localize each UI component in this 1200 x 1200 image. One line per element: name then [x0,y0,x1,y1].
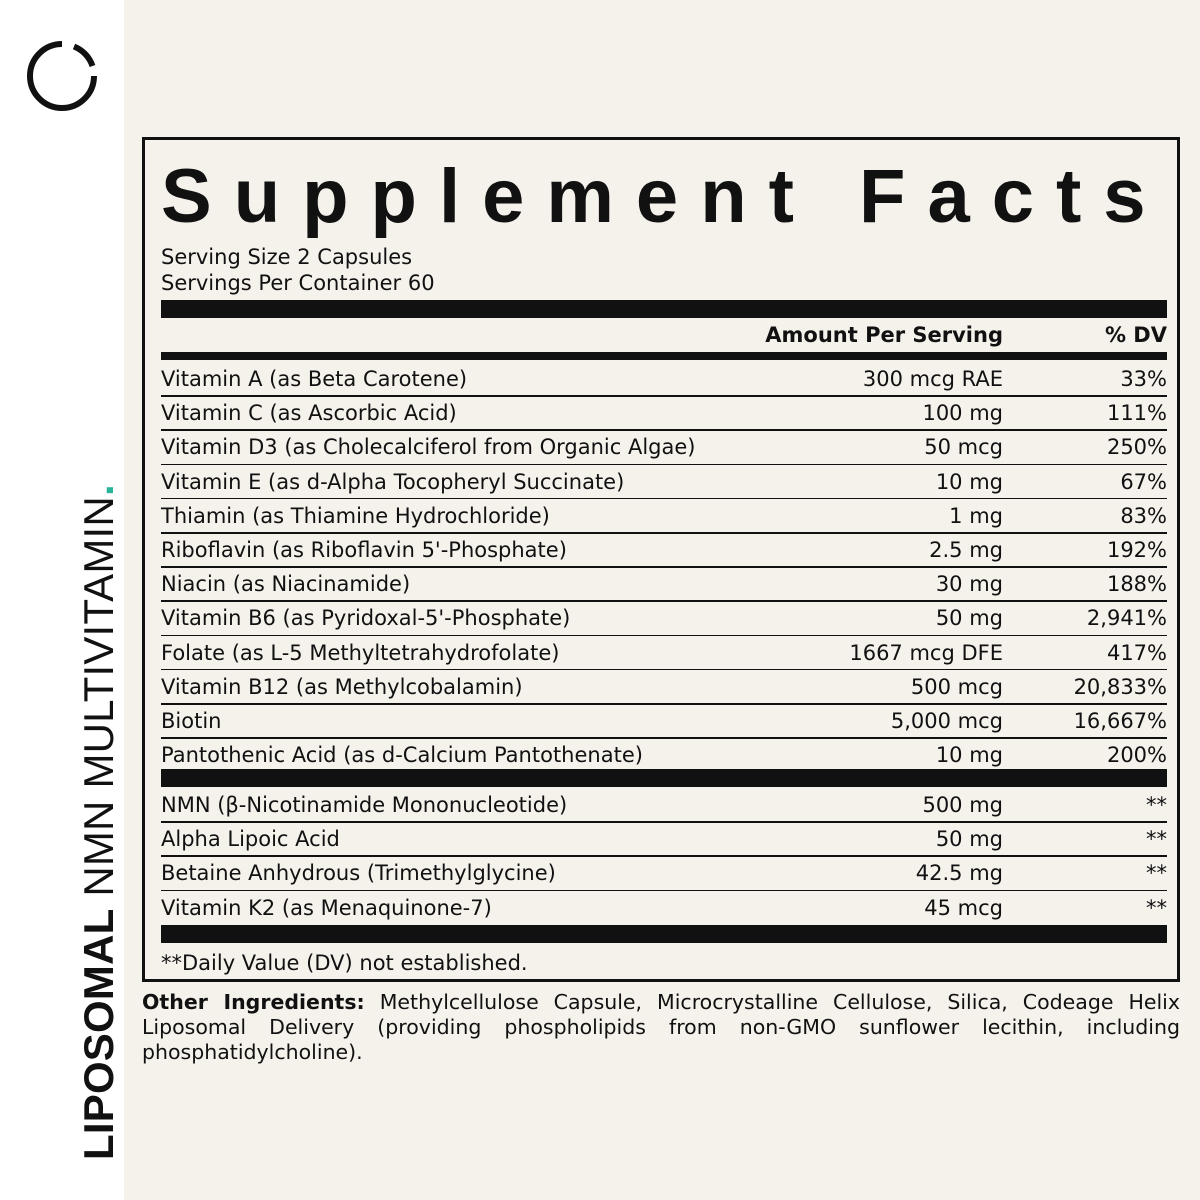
divider-thick [161,769,1167,787]
nutrient-amount: 5,000 mcg [890,709,1003,733]
nutrient-row [161,704,1167,738]
nutrient-amount: 500 mg [922,793,1003,817]
product-name-vertical [75,484,122,1160]
nutrient-name: Folate (as L-5 Methyltetrahydrofolate) [161,640,560,665]
nutrient-dv: 2,941% [1086,606,1167,631]
nutrient-amount: 10 mg [935,743,1003,768]
nutrient-dv: ** [1146,861,1167,886]
nutrient-amount: 1 mg [949,503,1003,528]
other-ingredients-label: Other Ingredients: [142,990,365,1014]
product-name-rest: NMN MULTIVITAMIN [75,496,122,909]
nutrient-dv: 33% [1120,367,1167,391]
nutrient-row [161,670,1167,704]
nutrient-amount: 45 mcg [924,895,1003,920]
nutrient-row [161,465,1167,499]
nutrient-amount: 10 mg [935,469,1003,494]
nutrient-dv: 192% [1106,538,1167,562]
nutrient-amount: 42.5 mg [915,861,1003,886]
nutrient-dv: ** [1146,793,1167,817]
nutrient-dv: 20,833% [1073,674,1167,699]
dv-header: % DV [1104,323,1167,347]
nutrient-name: Niacin (as Niacinamide) [161,572,411,597]
nutrient-name: Vitamin B6 (as Pyridoxal-5'-Phosphate) [161,606,571,631]
product-name-dot: . [75,484,122,497]
nutrient-name: Thiamin (as Thiamine Hydrochloride) [161,503,550,528]
header-row [161,318,1167,352]
other-ingredients-text: Methylcellulose Capsule, Microcrystalline Cellulose, Silica, Codeage Helix Liposomal Delivery (providing phospholipids from non-GMO sunflower lecithin, including phosphatidylcholine). [142,990,1180,1064]
nutrient-row [161,499,1167,533]
nutrient-name: Vitamin B12 (as Methylcobalamin) [161,674,523,699]
nutrient-name: Vitamin D3 (as Cholecalciferol from Organic Algae) [161,435,696,460]
nutrient-row [161,856,1167,890]
nutrient-dv: ** [1146,895,1167,920]
nutrient-name: Vitamin C (as Ascorbic Acid) [161,401,457,426]
servings-per-container: Servings Per Container 60 [161,271,435,295]
nutrient-row [161,533,1167,567]
nutrient-row [161,362,1167,396]
nutrient-amount: 1667 mcg DFE [849,640,1003,665]
nutrient-name: Riboflavin (as Riboflavin 5'-Phosphate) [161,538,567,562]
panel-title: Supplement Facts [161,154,1168,239]
nutrient-dv: 83% [1120,503,1167,528]
nutrient-dv: 188% [1106,572,1167,597]
nutrient-amount: 2.5 mg [929,538,1003,562]
product-name-bold: LIPOSOMAL [75,908,122,1160]
nutrient-row [161,788,1167,822]
nutrient-name: NMN (β-Nicotinamide Mononucleotide) [161,793,568,817]
nutrient-row [161,891,1167,925]
nutrient-row [161,822,1167,856]
divider-thick [161,300,1167,318]
sidebar [0,0,124,1200]
nutrient-amount: 100 mg [922,401,1003,426]
nutrient-amount: 50 mg [935,606,1003,631]
serving-size: Serving Size 2 Capsules [161,245,413,269]
nutrient-name: Vitamin A (as Beta Carotene) [161,367,468,391]
nutrient-row [161,396,1167,430]
other-ingredients [142,990,1180,1065]
nutrient-dv: ** [1146,827,1167,852]
nutrient-dv: 16,667% [1073,709,1167,733]
nutrient-amount: 300 mcg RAE [862,367,1003,391]
divider-medium [161,352,1167,360]
nutrient-amount: 30 mg [935,572,1003,597]
nutrient-row [161,738,1167,772]
nutrient-amount: 50 mg [935,827,1003,852]
footnote: **Daily Value (DV) not established. [161,951,528,975]
nutrient-dv: 111% [1106,401,1167,426]
divider-thick [161,925,1167,943]
nutrient-row [161,567,1167,601]
nutrient-name: Pantothenic Acid (as d-Calcium Pantothenate) [161,743,643,768]
ring-icon [26,40,98,112]
nutrient-amount: 500 mcg [910,674,1003,699]
nutrient-amount: 50 mcg [924,435,1003,460]
serving-info [161,244,435,296]
nutrient-dv: 250% [1106,435,1167,460]
nutrient-row [161,636,1167,670]
nutrient-name: Biotin [161,709,222,733]
nutrient-name: Vitamin E (as d-Alpha Tocopheryl Succinate) [161,469,625,494]
amount-header: Amount Per Serving [765,323,1003,347]
nutrient-row [161,601,1167,635]
supplement-facts-panel [142,137,1180,982]
nutrient-dv: 200% [1106,743,1167,768]
nutrient-row [161,430,1167,464]
nutrient-name: Vitamin K2 (as Menaquinone-7) [161,895,492,920]
nutrient-name: Betaine Anhydrous (Trimethylglycine) [161,861,556,886]
nutrient-dv: 417% [1106,640,1167,665]
nutrient-name: Alpha Lipoic Acid [161,827,340,852]
nutrient-dv: 67% [1120,469,1167,494]
